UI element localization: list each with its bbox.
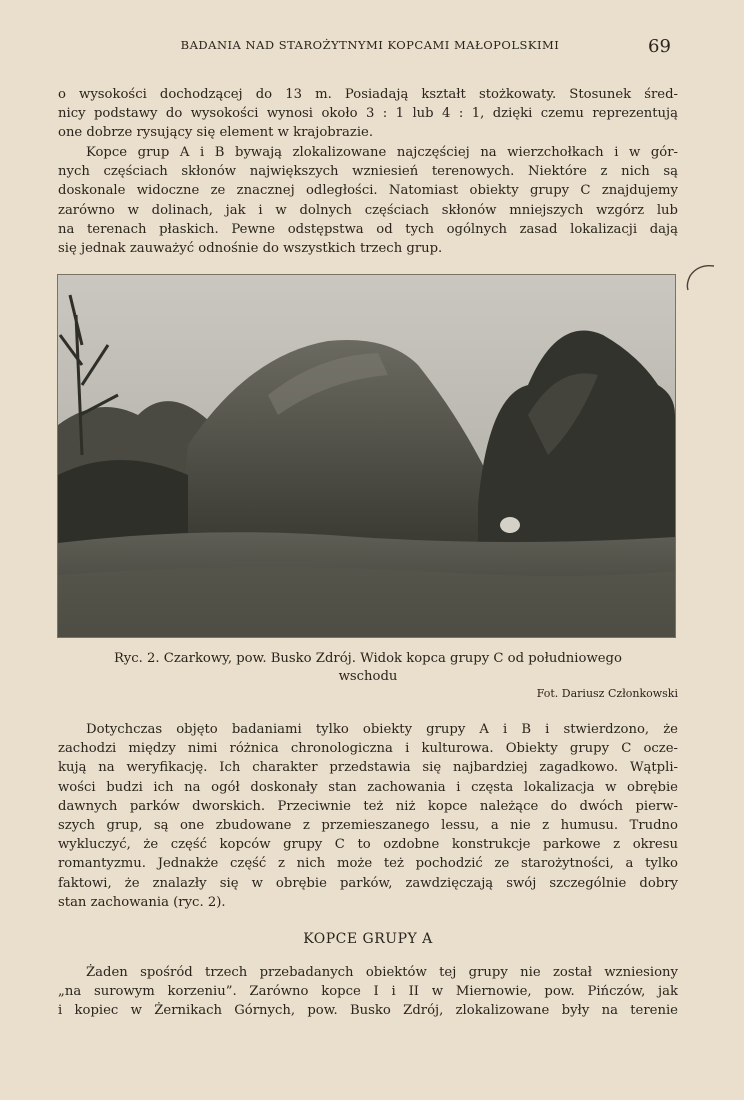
text-line: stan zachowania (ryc. 2). (58, 894, 226, 910)
mound-photograph (57, 274, 676, 638)
text-line: Kopce grup A i B bywają zlokalizowane najczęściej na wierzchołkach i w gór- (86, 145, 678, 160)
caption-line: Ryc. 2. Czarkowy, pow. Busko Zdrój. Widok kopca grupy C od południowego (114, 651, 622, 666)
text-line: o wysokości dochodzącej do 13 m. Posiadają kształt stożkowaty. Stosunek śred- (58, 87, 678, 102)
text-line: się jednak zauważyć odnośnie do wszystkich trzech grup. (58, 241, 443, 257)
text-line: Żaden spośród trzech przebadanych obiektów tej grupy nie został wzniesiony (86, 965, 678, 980)
text-line: zachodzi między nimi różnica chronologiczna i kulturowa. Obiekty grupy C ocze- (58, 741, 678, 757)
paragraph-4 (58, 963, 678, 1021)
text-line: one dobrze rysujący się element w krajobrazie. (58, 125, 374, 141)
running-head: BADANIA NAD STAROŻYTNYMI KOPCAMI MAŁOPOLSKIMI (180, 38, 560, 52)
text-line: wości budzi ich na ogół doskonały stan zachowania i częsta lokalizacja w obrębie (58, 779, 678, 795)
paragraph-1 (58, 85, 678, 143)
figure-caption (58, 650, 678, 686)
mound-photograph-graphic (58, 275, 675, 637)
text-line: kują na weryfikację. Ich charakter przedstawia się najbardziej zagadkowo. Wątpli- (58, 760, 678, 776)
text-line: wykluczyć, że część kopców grupy C to ozdobne konstrukcje parkowe z okresu (58, 837, 678, 853)
margin-pencil-mark (684, 262, 716, 292)
text-line: i kopiec w Żernikach Górnych, pow. Busko Zdrój, zlokalizowane były na terenie (58, 1003, 678, 1019)
text-line: romantyzmu. Jednakże część z nich może też pochodzić ze starożytności, a tylko (58, 856, 678, 872)
caption-line: wschodu (338, 669, 398, 684)
text-line: doskonale widoczne ze znacznej odległości. Natomiast obiekty grupy C znajdujemy (58, 183, 678, 199)
photo-credit: Fot. Dariusz Członkowski (536, 687, 678, 700)
paragraph-3 (58, 720, 678, 912)
text-line: Dotychczas objęto badaniami tylko obiekty grupy A i B i stwierdzono, że (86, 722, 678, 737)
text-line: na terenach płaskich. Pewne odstępstwa od tych ogólnych zasad lokalizacji dają (58, 221, 678, 237)
text-line: faktowi, że znalazły się w obrębie parków, zawdzięczają swój szczególnie dobry (58, 875, 678, 891)
text-line: nicy podstawy do wysokości wynosi około 3 : 1 lub 4 : 1, dzięki czemu reprezentują (58, 106, 678, 122)
section-heading: KOPCE GRUPY A (303, 931, 433, 947)
text-line: nych częściach skłonów największych wzniesień terenowych. Niektóre z nich są (58, 164, 678, 180)
page-number: 69 (648, 36, 671, 57)
text-line: „na surowym korzeniu”. Zarówno kopce I i II w Miernowie, pow. Pińczów, jak (58, 984, 678, 1000)
paragraph-2 (58, 143, 678, 258)
text-line: dawnych parków dworskich. Przeciwnie też niż kopce należące do dwóch pierw- (58, 798, 678, 814)
text-line: zarówno w dolinach, jak i w dolnych częściach skłonów mniejszych wzgórz lub (58, 202, 678, 218)
text-line: szych grup, są one zbudowane z przemieszanego lessu, a nie z humusu. Trudno (58, 818, 678, 834)
